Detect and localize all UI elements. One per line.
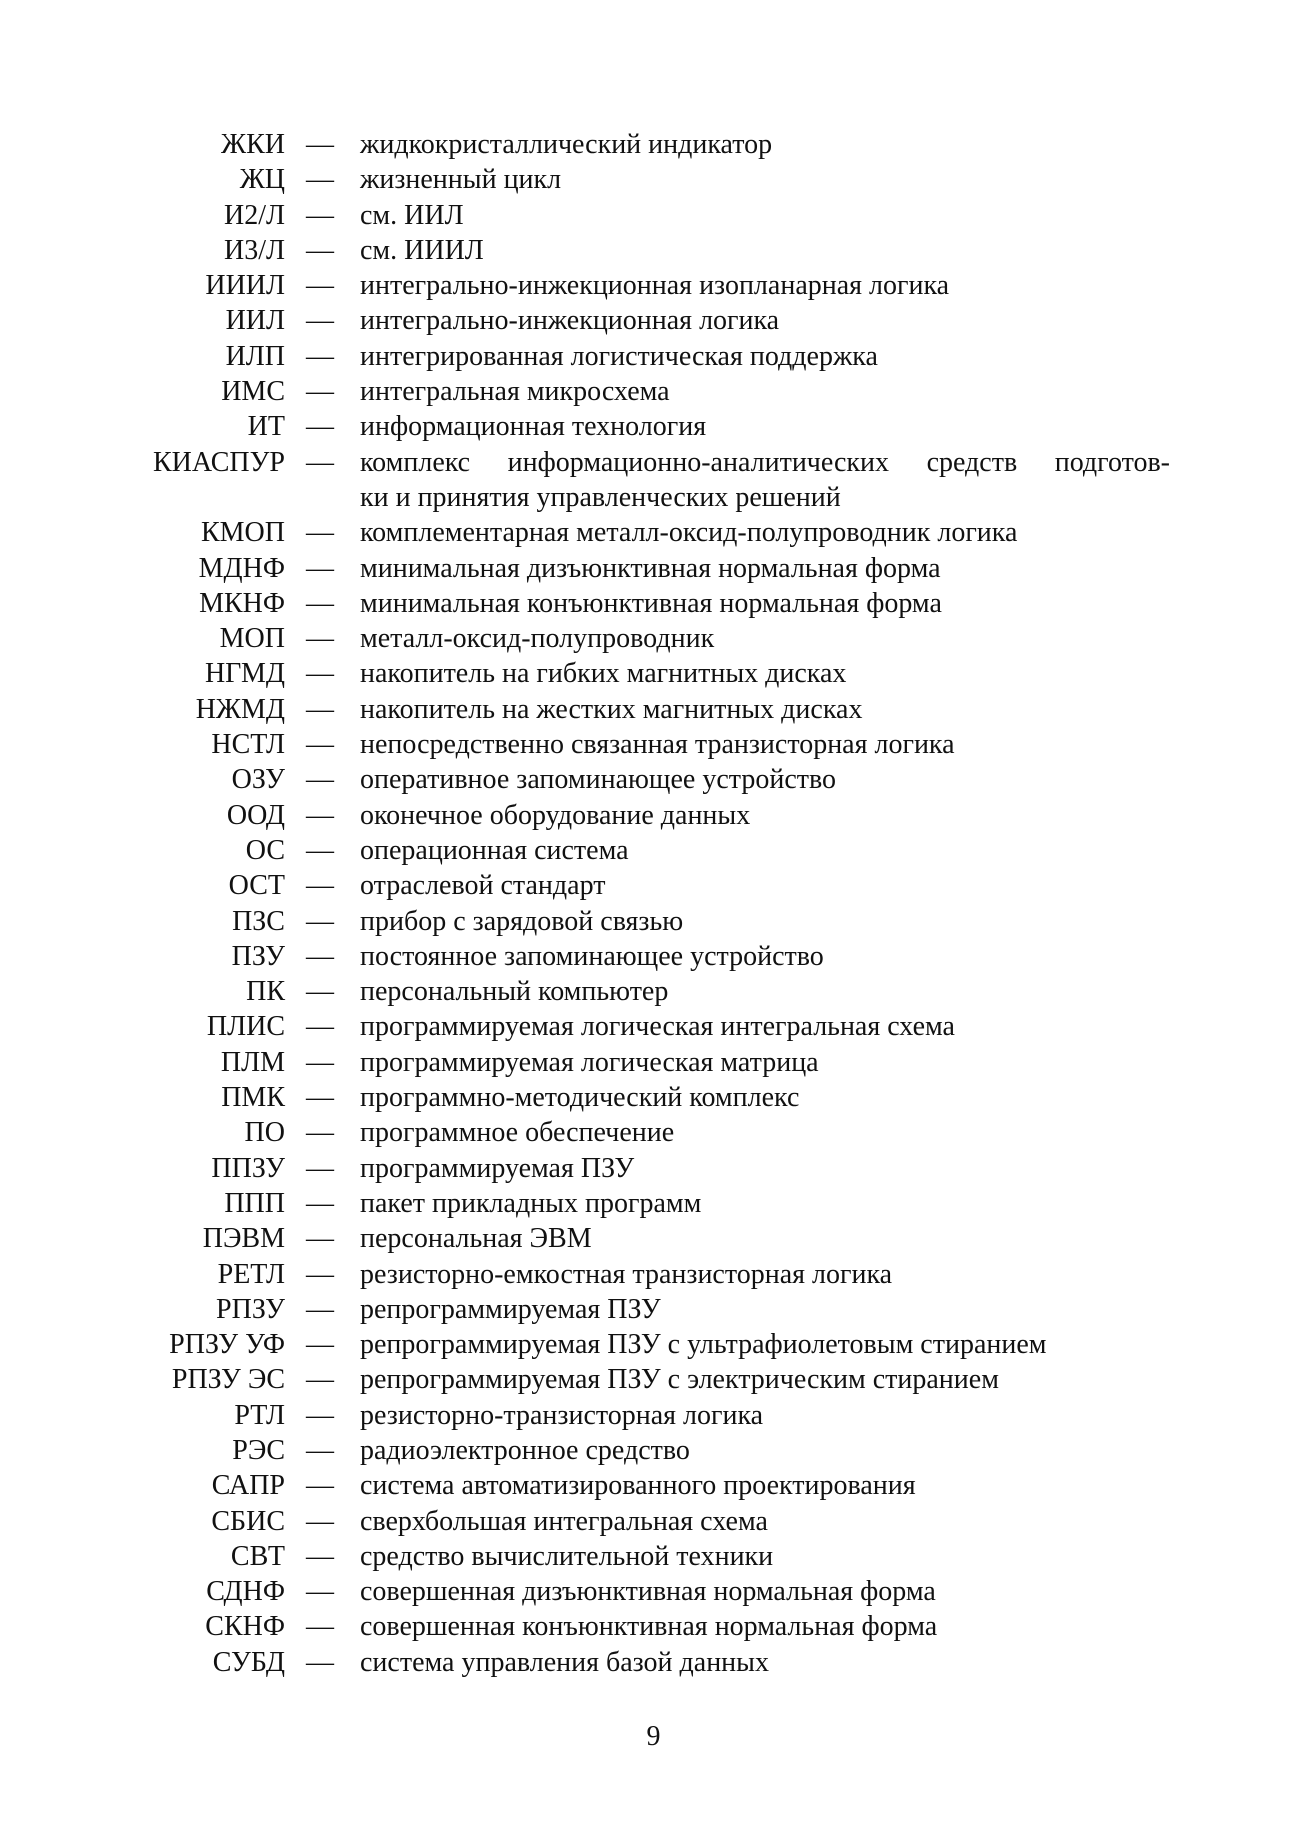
abbreviation-term: РТЛ <box>234 1399 285 1431</box>
em-dash-separator: — <box>306 1152 334 1184</box>
abbreviation-entry <box>0 1398 1307 1433</box>
abbreviation-term: ПЛИС <box>206 1011 285 1043</box>
em-dash-separator: — <box>306 587 334 619</box>
abbreviation-entry <box>0 339 1307 374</box>
abbreviation-entry-continuation <box>0 480 1307 515</box>
em-dash-separator: — <box>306 1470 334 1502</box>
abbreviation-definition: оконечное оборудование данных <box>360 799 751 831</box>
abbreviation-definition: жизненный цикл <box>360 164 562 196</box>
em-dash-separator: — <box>306 1011 334 1043</box>
abbreviation-term: ОС <box>245 834 285 866</box>
abbreviation-definition: персональная ЭВМ <box>360 1223 592 1255</box>
abbreviation-entry <box>0 127 1307 162</box>
abbreviation-entry <box>0 1009 1307 1044</box>
abbreviation-term: ИИЛ <box>225 305 285 337</box>
abbreviation-term: ИЛП <box>225 340 285 372</box>
em-dash-separator: — <box>306 729 334 761</box>
abbreviation-term: ЖКИ <box>221 129 285 160</box>
abbreviation-entry <box>0 1257 1307 1292</box>
abbreviation-entry <box>0 586 1307 621</box>
abbreviation-definition: операционная система <box>360 834 629 866</box>
abbreviation-term: ПЗУ <box>231 940 285 972</box>
abbreviation-definition: репрограммируемая ПЗУ с электрическим стиранием <box>360 1364 999 1396</box>
abbreviation-definition: программируемая логическая матрица <box>360 1046 819 1078</box>
abbreviation-definition: совершенная дизъюнктивная нормальная форма <box>360 1576 936 1608</box>
abbreviation-entry <box>0 727 1307 762</box>
abbreviation-term: СКНФ <box>205 1611 285 1643</box>
abbreviation-entry <box>0 1645 1307 1680</box>
em-dash-separator: — <box>306 411 334 443</box>
abbreviation-entry <box>0 1186 1307 1221</box>
em-dash-separator: — <box>306 270 334 302</box>
abbreviation-term: РЭС <box>232 1434 285 1466</box>
abbreviation-entry <box>0 1433 1307 1468</box>
abbreviation-definition: см. ИИЛ <box>360 199 464 231</box>
abbreviation-definition: программируемая логическая интегральная схема <box>360 1011 955 1043</box>
abbreviation-term: НГМД <box>204 658 285 690</box>
abbreviation-term: НСТЛ <box>211 729 285 761</box>
abbreviation-term: И3/Л <box>224 234 285 266</box>
abbreviation-term: ЖЦ <box>239 164 285 196</box>
em-dash-separator: — <box>306 305 334 337</box>
abbreviation-entry <box>0 162 1307 197</box>
em-dash-separator: — <box>306 1187 334 1219</box>
abbreviation-entry <box>0 1327 1307 1362</box>
abbreviation-list <box>0 127 1307 1680</box>
abbreviation-definition: сверхбольшая интегральная схема <box>360 1505 768 1537</box>
abbreviation-entry <box>0 198 1307 233</box>
abbreviation-entry <box>0 1468 1307 1503</box>
abbreviation-definition: программное обеспечение <box>360 1117 675 1149</box>
abbreviation-term: КИАСПУР <box>152 446 285 478</box>
abbreviation-entry <box>0 268 1307 303</box>
abbreviation-definition: программируемая ПЗУ <box>360 1152 635 1184</box>
abbreviation-entry <box>0 762 1307 797</box>
abbreviation-definition: персональный компьютер <box>360 976 669 1008</box>
abbreviation-term: ИМС <box>221 376 285 408</box>
abbreviation-entry <box>0 1504 1307 1539</box>
abbreviation-definition: резисторно-емкостная транзисторная логика <box>360 1258 893 1290</box>
abbreviation-definition: непосредственно связанная транзисторная логика <box>360 729 955 761</box>
abbreviation-definition: постоянное запоминающее устройство <box>360 940 824 972</box>
em-dash-separator: — <box>306 129 334 160</box>
em-dash-separator: — <box>306 1293 334 1325</box>
abbreviation-entry <box>0 1609 1307 1644</box>
abbreviation-term: ООД <box>226 799 285 831</box>
abbreviation-term: СУБД <box>212 1646 285 1678</box>
em-dash-separator: — <box>306 1364 334 1396</box>
abbreviation-term: МДНФ <box>198 552 285 584</box>
abbreviation-entry <box>0 621 1307 656</box>
abbreviation-entry <box>0 233 1307 268</box>
abbreviation-term: МОП <box>219 623 285 655</box>
abbreviation-term: И2/Л <box>224 199 285 231</box>
abbreviation-entry <box>0 1292 1307 1327</box>
em-dash-separator: — <box>306 693 334 725</box>
em-dash-separator: — <box>306 1046 334 1078</box>
em-dash-separator: — <box>306 1117 334 1149</box>
abbreviation-definition: радиоэлектронное средство <box>360 1434 690 1466</box>
abbreviation-entry <box>0 974 1307 1009</box>
abbreviation-definition: накопитель на гибких магнитных дисках <box>360 658 847 690</box>
abbreviation-definition: средство вычислительной техники <box>360 1540 774 1572</box>
abbreviation-entry <box>0 692 1307 727</box>
abbreviation-entry <box>0 1362 1307 1397</box>
abbreviation-entry <box>0 1574 1307 1609</box>
abbreviation-definition: совершенная конъюнктивная нормальная форма <box>360 1611 938 1643</box>
abbreviation-definition: интегрально-инжекционная изопланарная логика <box>360 270 950 302</box>
abbreviation-term: ПМК <box>221 1082 285 1114</box>
abbreviation-definition: минимальная дизъюнктивная нормальная форма <box>360 552 941 584</box>
abbreviation-entry <box>0 551 1307 586</box>
abbreviation-entry <box>0 939 1307 974</box>
abbreviation-definition: репрограммируемая ПЗУ с ультрафиолетовым стиранием <box>360 1329 1047 1361</box>
abbreviation-entry <box>0 904 1307 939</box>
abbreviation-term: ОСТ <box>228 870 285 902</box>
abbreviation-term: ПЛМ <box>220 1046 285 1078</box>
abbreviation-entry <box>0 409 1307 444</box>
em-dash-separator: — <box>306 870 334 902</box>
abbreviation-term: ПО <box>244 1117 285 1149</box>
abbreviation-term: ПЗС <box>232 905 285 937</box>
abbreviation-entry <box>0 445 1307 480</box>
em-dash-separator: — <box>306 446 334 478</box>
em-dash-separator: — <box>306 976 334 1008</box>
abbreviation-entry <box>0 1151 1307 1186</box>
abbreviation-definition: комплекс информационно-аналитических средств подготов- <box>360 446 1170 478</box>
em-dash-separator: — <box>306 623 334 655</box>
em-dash-separator: — <box>306 764 334 796</box>
abbreviation-definition: система управления базой данных <box>360 1646 769 1678</box>
em-dash-separator: — <box>306 1223 334 1255</box>
abbreviation-term: ППЗУ <box>211 1152 285 1184</box>
abbreviation-definition: интегральная микросхема <box>360 376 670 408</box>
abbreviation-term: ИИИЛ <box>205 270 285 302</box>
abbreviation-term: СБИС <box>211 1505 285 1537</box>
em-dash-separator: — <box>306 1082 334 1114</box>
abbreviation-definition: оперативное запоминающее устройство <box>360 764 837 796</box>
em-dash-separator: — <box>306 834 334 866</box>
abbreviation-entry <box>0 656 1307 691</box>
abbreviation-entry <box>0 1539 1307 1574</box>
abbreviation-definition: информационная технология <box>360 411 707 443</box>
abbreviation-term: ПЭВМ <box>202 1223 285 1255</box>
em-dash-separator: — <box>306 1505 334 1537</box>
em-dash-separator: — <box>306 517 334 549</box>
em-dash-separator: — <box>306 1434 334 1466</box>
em-dash-separator: — <box>306 658 334 690</box>
abbreviation-entry <box>0 833 1307 868</box>
abbreviation-definition: прибор с зарядовой связью <box>360 905 684 937</box>
abbreviation-term: ОЗУ <box>231 764 285 796</box>
em-dash-separator: — <box>306 905 334 937</box>
em-dash-separator: — <box>306 376 334 408</box>
abbreviation-entry <box>0 1115 1307 1150</box>
em-dash-separator: — <box>306 799 334 831</box>
abbreviation-definition: резисторно-транзисторная логика <box>360 1399 764 1431</box>
abbreviation-definition-continuation: ки и принятия управленческих решений <box>360 481 841 513</box>
abbreviation-term: РПЗУ ЭС <box>171 1364 285 1396</box>
abbreviation-definition: накопитель на жестких магнитных дисках <box>360 693 863 725</box>
em-dash-separator: — <box>306 199 334 231</box>
abbreviation-entry <box>0 515 1307 550</box>
em-dash-separator: — <box>306 1646 334 1678</box>
abbreviation-entry <box>0 374 1307 409</box>
em-dash-separator: — <box>306 1540 334 1572</box>
abbreviation-term: СВТ <box>230 1540 285 1572</box>
abbreviation-definition: металл-оксид-полупроводник <box>360 623 715 655</box>
em-dash-separator: — <box>306 1329 334 1361</box>
abbreviation-definition: репрограммируемая ПЗУ <box>360 1293 661 1325</box>
abbreviation-entry <box>0 1045 1307 1080</box>
abbreviation-term: САПР <box>211 1470 285 1502</box>
abbreviation-entry <box>0 1221 1307 1256</box>
abbreviation-entry <box>0 303 1307 338</box>
em-dash-separator: — <box>306 1576 334 1608</box>
abbreviation-term: МКНФ <box>199 587 285 619</box>
em-dash-separator: — <box>306 552 334 584</box>
em-dash-separator: — <box>306 940 334 972</box>
abbreviation-definition: комплементарная металл-оксид-полупроводник логика <box>360 517 1018 549</box>
abbreviation-term: РПЗУ <box>216 1293 285 1325</box>
abbreviation-definition: см. ИИИЛ <box>360 234 484 266</box>
abbreviation-definition: минимальная конъюнктивная нормальная форма <box>360 587 942 619</box>
em-dash-separator: — <box>306 234 334 266</box>
abbreviation-entry <box>0 868 1307 903</box>
abbreviation-term: ИТ <box>247 411 285 443</box>
abbreviation-term: НЖМД <box>195 693 285 725</box>
abbreviation-term: РЕТЛ <box>217 1258 285 1290</box>
abbreviation-definition: жидкокристаллический индикатор <box>360 129 773 160</box>
abbreviation-entry <box>0 798 1307 833</box>
abbreviation-term: ПК <box>246 976 285 1008</box>
abbreviation-term: РПЗУ УФ <box>169 1329 285 1361</box>
em-dash-separator: — <box>306 1611 334 1643</box>
em-dash-separator: — <box>306 340 334 372</box>
abbreviation-definition: интегрированная логистическая поддержка <box>360 340 878 372</box>
abbreviation-definition: интегрально-инжекционная логика <box>360 305 780 337</box>
abbreviation-term: КМОП <box>200 517 285 549</box>
abbreviation-definition: система автоматизированного проектирования <box>360 1470 916 1502</box>
em-dash-separator: — <box>306 1258 334 1290</box>
abbreviation-term: ППП <box>224 1187 285 1219</box>
page-number: 9 <box>646 1721 661 1752</box>
em-dash-separator: — <box>306 164 334 196</box>
abbreviation-term: СДНФ <box>206 1576 285 1608</box>
abbreviation-definition: программно-методический комплекс <box>360 1082 800 1114</box>
em-dash-separator: — <box>306 1399 334 1431</box>
abbreviation-definition: пакет прикладных программ <box>360 1187 702 1219</box>
abbreviation-definition: отраслевой стандарт <box>360 870 606 902</box>
abbreviation-entry <box>0 1080 1307 1115</box>
